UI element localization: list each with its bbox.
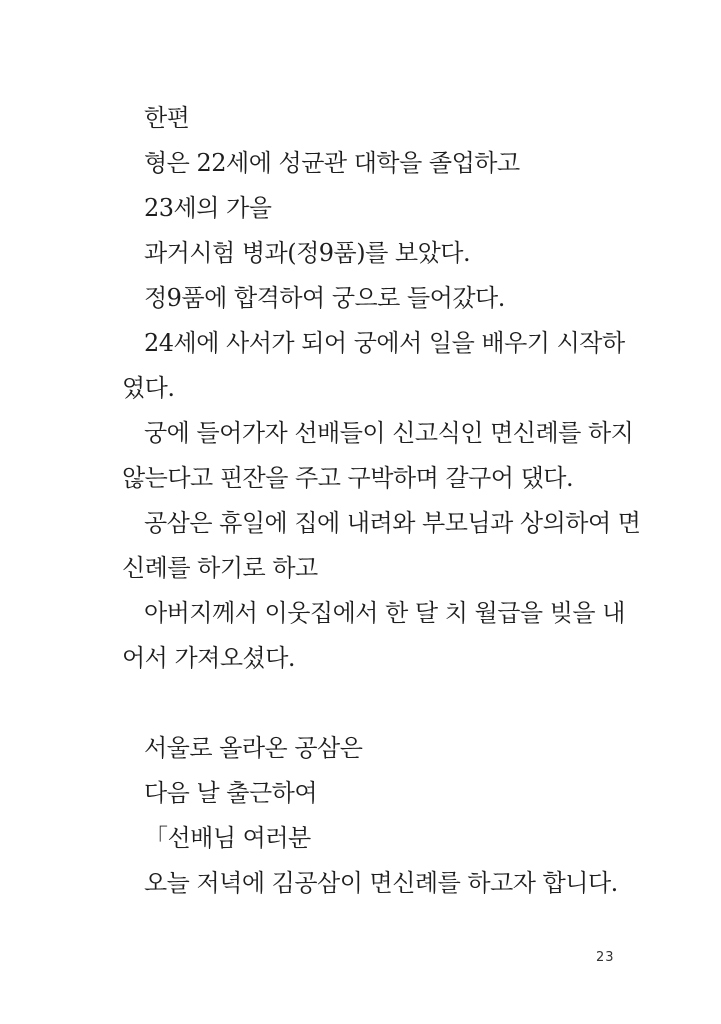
text-line: 「선배님 여러분: [144, 824, 311, 852]
text-line: 신례를 하기로 하고: [122, 554, 318, 582]
text-line: 어서 가져오셨다.: [122, 644, 296, 672]
text-line: 아버지께서 이웃집에서 한 달 치 월급을 빚을 내: [144, 599, 625, 627]
text-line: 과거시험 병과(정9품)를 보았다.: [144, 239, 471, 267]
text-line: 였다.: [122, 374, 175, 402]
text-line: 공삼은 휴일에 집에 내려와 부모님과 상의하여 면: [144, 509, 641, 537]
text-line: 서울로 올라온 공삼은: [144, 734, 363, 762]
text-line: 오늘 저녁에 김공삼이 면신례를 하고자 합니다.: [144, 869, 618, 897]
text-line: 다음 날 출근하여: [144, 779, 318, 807]
text-line: 정9품에 합격하여 궁으로 들어갔다.: [144, 284, 505, 312]
text-line: 않는다고 핀잔을 주고 구박하며 갈구어 댔다.: [122, 464, 574, 492]
text-line: 형은 22세에 성균관 대학을 졸업하고: [144, 149, 520, 177]
page-number: 23: [596, 950, 615, 965]
text-line: 23세의 가을: [144, 194, 272, 222]
text-line: 궁에 들어가자 선배들이 신고식인 면신례를 하지: [144, 419, 634, 447]
text-line: 한편: [144, 104, 190, 132]
text-line: 24세에 사서가 되어 궁에서 일을 배우기 시작하: [144, 329, 625, 357]
